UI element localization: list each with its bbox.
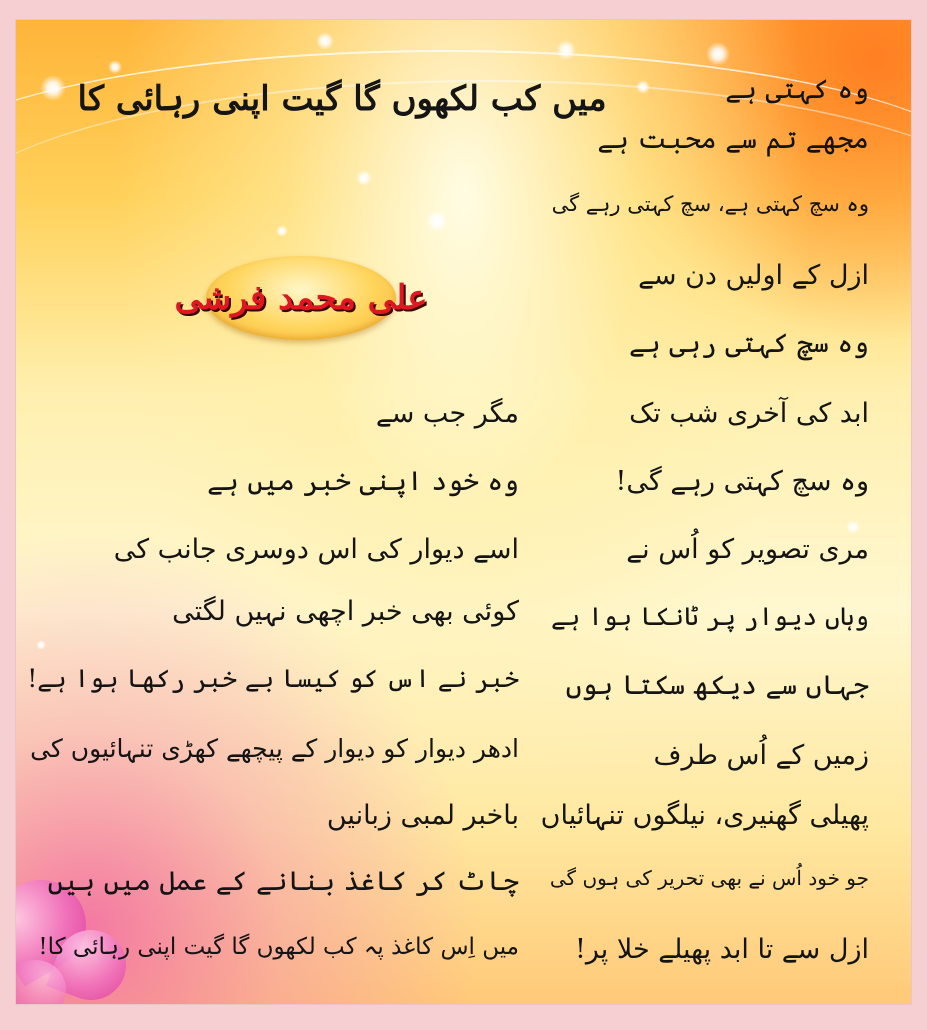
- sparkle-decoration: [108, 60, 122, 74]
- sparkle-decoration: [846, 520, 860, 534]
- poem-line: وہ سچ کہتی رہے گی!: [615, 466, 869, 497]
- poem-line: میں اِس کاغذ پہ کب لکھوں گا گیت اپنی رہائی کا!: [38, 934, 519, 960]
- poem-line: وہاں دیوار پر ٹانکا ہوا ہے: [550, 602, 869, 631]
- poem-line: وہ سچ کہتی رہی ہے: [629, 328, 869, 359]
- sparkle-decoration: [36, 640, 46, 650]
- author-badge: [174, 256, 428, 340]
- poem-line: چاٹ کر کاغذ بنانے کے عمل میں ہیں: [47, 866, 519, 897]
- poem-card: [16, 20, 911, 1004]
- poem-line: خبر نے اس کو کیسا بے خبر رکھا ہوا ہے!: [27, 664, 519, 693]
- poem-line: جہاں سے دیکھ سکتا ہوں: [565, 670, 869, 701]
- sparkle-decoration: [316, 32, 334, 50]
- poem-line: ازل کے اولیں دن سے: [638, 260, 869, 291]
- poem-line: پھیلی گھنیری، نیلگوں تنہائیاں: [540, 800, 869, 831]
- poem-line: وہ سچ کہتی ہے، سچ کہتی رہے گی: [551, 192, 869, 216]
- sparkle-decoration: [706, 42, 730, 66]
- poem-line: ازل سے تا ابد پھیلے خلا پر!: [575, 934, 869, 965]
- poem-line: باخبر لمبی زبانیں: [326, 800, 519, 831]
- poem-line: مگر جب سے: [375, 398, 519, 429]
- poem-line: وہ کہتی ہے: [725, 74, 869, 105]
- poem-line: جو خود اُس نے بھی تحریر کی ہوں گی: [549, 866, 869, 890]
- author-name: علی محمد فرشی: [174, 278, 428, 318]
- poem-line: ابد کی آخری شب تک: [629, 398, 869, 429]
- poem-title: میں کب لکھوں گا گیت اپنی رہائی کا: [77, 79, 607, 119]
- poem-line: کوئی بھی خبر اچھی نہیں لگتی: [172, 596, 519, 627]
- poem-line: ادھر دیوار کو دیوار کے پیچھے کھڑی تنہائیوں کی: [30, 734, 519, 763]
- poem-line: وہ خود اپنی خبر میں ہے: [207, 466, 519, 497]
- poem-line: مجھے تم سے محبت ہے: [597, 124, 869, 155]
- poem-line: مری تصویر کو اُس نے: [626, 534, 869, 565]
- poem-line: زمیں کے اُس طرف: [653, 740, 869, 771]
- poem-line: اسے دیوار کی اس دوسری جانب کی: [113, 534, 519, 565]
